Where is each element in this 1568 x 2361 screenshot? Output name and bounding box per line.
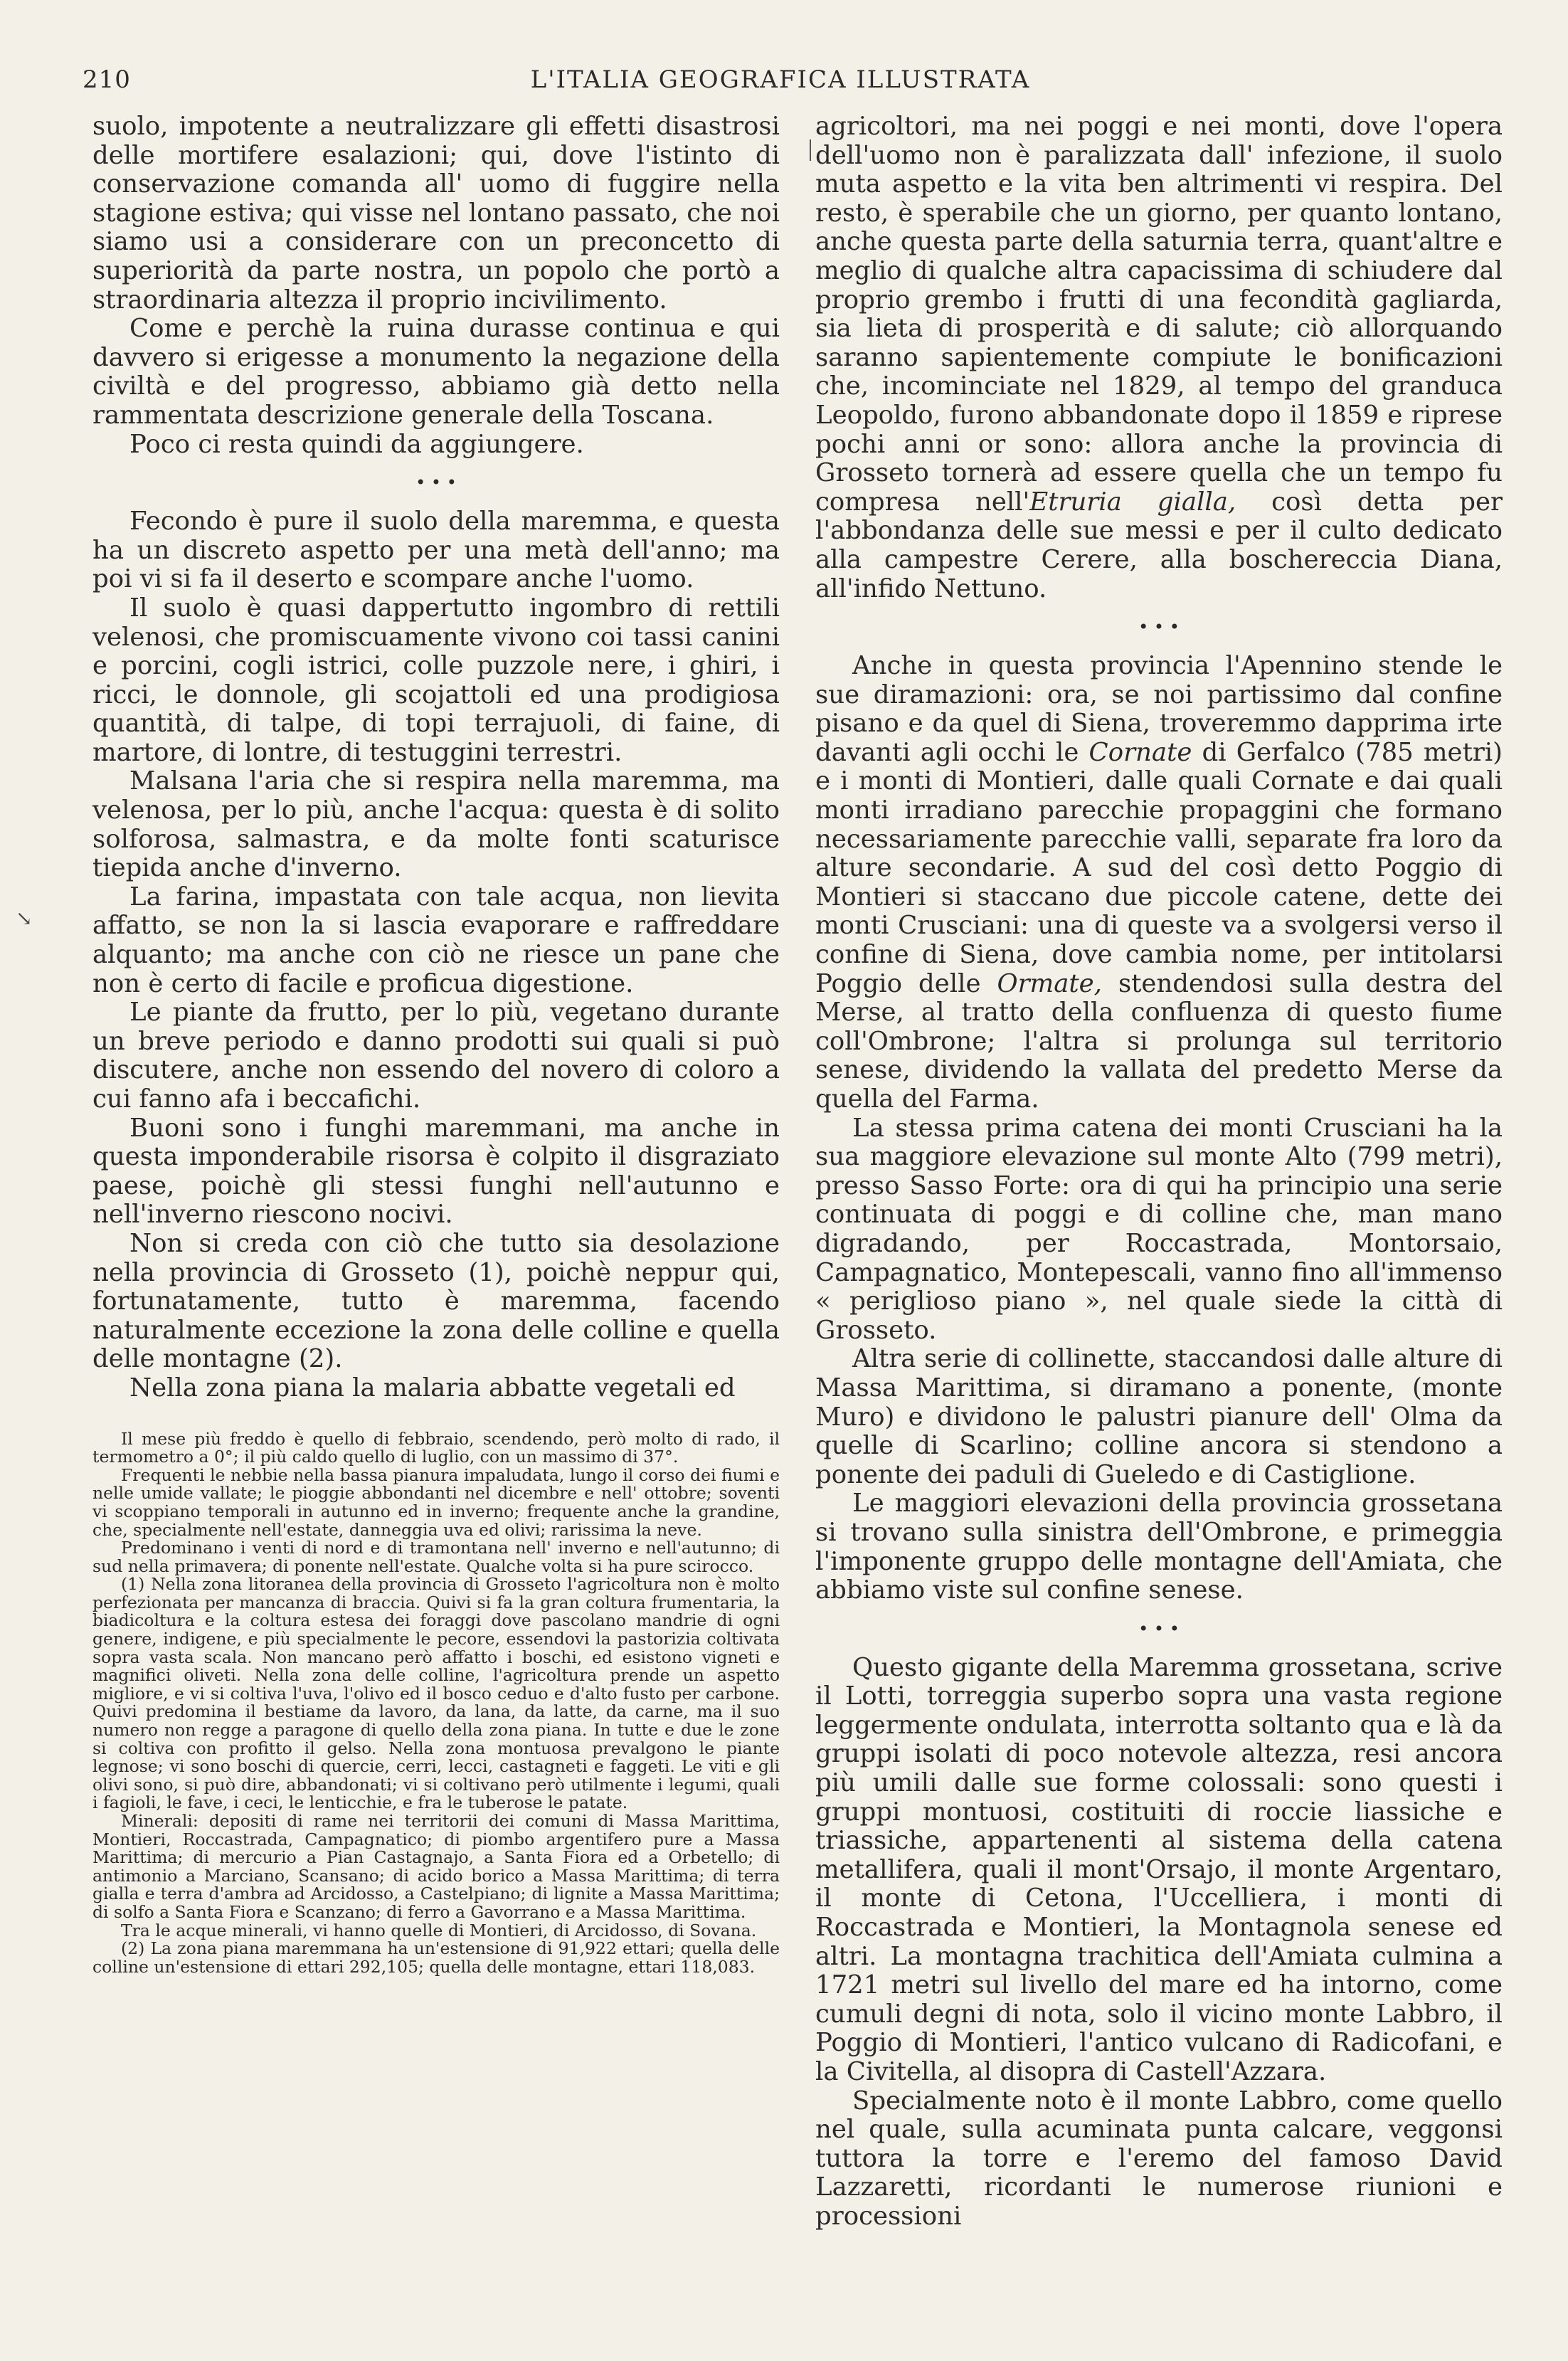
paragraph: La farina, impastata con tale acqua, non lievita affatto, se non la si lascia evaporare e raffreddare alquanto; ma anche con ciò ne riesce un pane che non è certo di facile e proficua digestione.: [92, 882, 780, 998]
paragraph: Poco ci resta quindi da aggiungere.: [129, 429, 584, 459]
page-number: 210: [83, 65, 131, 94]
footnote: Frequenti le nebbie nella bassa pianura impaludata, lungo il corso dei fiumi e nelle umide vallate; le pioggie abbondanti nel dicembre e nell' ottobre; soventi vi scoppiano temporali in autunno ed in inverno; frequente anche la grandine, che, specialmente nell'estate, danneggia uva ed olivi; rarissima la neve.: [92, 1464, 780, 1540]
paragraph: Altra serie di collinette, staccandosi dalle alture di Massa Marittima, si diramano a ponente, (monte Muro) e dividono le palustri pianure dell' Olma da quelle di Scarlino; colline ancora si stendono a ponente dei paduli di Gueledo e di Castiglione.: [815, 1344, 1503, 1489]
section-separator: • • •: [1138, 617, 1180, 638]
paragraph: Questo gigante della Maremma grossetana, scrive il Lotti, torreggia superbo sopra una vasta regione leggermente ondulata, interrotta soltanto qua e là da gruppi isolati di poco notevole altezza, resi ancora più umili dalle sue forme colossali: sono questi i gruppi montuosi, costituiti di roccie liassiche e triassiche, appartenenti al sistema della catena metallifera, quali il mont'Orsajo, il monte Argentaro, il monte di Cetona, l'Uccelliera, i monti di Roccastrada e Montieri, la Montagnola senese ed altri. La montagna trachitica dell'Amiata culmina a 1721 metri sul livello del mare ed ha intorno, come cumuli degni di nota, solo il vicino monte Labbro, il Poggio di Montieri, l'antico vulcano di Radicofani, e la Civitella, al disopra di Castell'Azzara.: [815, 1652, 1503, 2086]
paragraph: agricoltori, ma nei poggi e nei monti, dove l'opera dell'uomo non è paralizzata dall' infezione, il suolo muta aspetto e la vita ben altrimenti vi respira. Del resto, è sperabile che un giorno, per quanto lontano, anche questa parte della saturnia terra, quant'altre e meglio di qualche altra capacissima di schiudere dal proprio grembo i frutti di una fecondità gagliarda, sia lieta di prosperità e di salute; ciò allorquando saranno sapientemente compiute le bonificazioni che, incominciate nel 1829, al tempo del granduca Leopoldo, furono abbandonate dopo il 1859 e riprese pochi anni or sono: allora anche la provincia di Grosseto tornerà ad essere quella che un tempo fu compresa nell'Etruria gialla, così detta per l'abbondanza delle sue messi e per il culto dedicato alla campestre Cerere, alla boschereccia Diana, all'infido Nettuno.: [815, 112, 1503, 603]
paragraph: Le maggiori elevazioni della provincia grossetana si trovano sulla sinistra dell'Ombrone, e primeggia l'imponente gruppo delle montagne dell'Amiata, che abbiamo viste sul confine senese.: [815, 1489, 1503, 1605]
left-column: [92, 112, 780, 1976]
page-header: [83, 65, 1478, 101]
paragraph: Anche in questa provincia l'Apennino stende le sue diramazioni: ora, se noi partissimo dal confine pisano e da quel di Siena, troveremmo dapprima irte davanti agli occhi le Cornate di Gerfalco (785 metri) e i monti di Montieri, dalle quali Cornate e dai quali monti irradiano parecchie propaggini che formano necessariamente parecchie valli, separate fra loro da alture secondarie. A sud del così detto Poggio di Montieri si staccano due piccole catene, dette dei monti Crusciani: una di queste va a svolgersi verso il confine di Siena, dove cambia nome, per intitolarsi Poggio delle Ormate, stendendosi sulla destra del Merse, al tratto della confluenza di questo fiume coll'Ombrone; l'altra si prolunga sul territorio senese, dividendo la vallata del predetto Merse da quella del Farma.: [815, 651, 1503, 1114]
paragraph: Le piante da frutto, per lo più, vegetano durante un breve periodo e danno prodotti sui quali si può discutere, anche non essendo del novero di coloro a cui fanno afa i beccafichi.: [92, 998, 780, 1114]
column-mark: [810, 139, 811, 161]
paragraph: Fecondo è pure il suolo della maremma, e questa ha un discreto aspetto per una metà dell'anno; ma poi vi si fa il deserto e scompare anche l'uomo.: [92, 507, 780, 594]
margin-mark: ↘: [16, 907, 33, 930]
footnote: (1) Nella zona litoranea della provincia di Grosseto l'agricoltura non è molto perfezionata per mancanza di braccia. Quivi si fa la gran coltura frumentaria, la biadicoltura e la coltura estesa dei foraggi dove pascolano mandrie di ogni genere, indigene, e più specialmente le pecore, essendovi la pastorizia coltivata sopra vasta scala. Non mancano però affatto i boschi, ed esistono vigneti e magnifici oliveti. Nella zona delle colline, l'agricoltura prende un aspetto migliore, e vi si coltiva l'uva, l'olivo ed il bosco ceduo e d'alto fusto per carbone. Quivi predomina il bestiame da lavoro, da lana, da latte, da carne, ma il suo numero non regge a paragone di quello della zona piana. In tutte e due le zone si coltiva con profitto il gelso. Nella zona montuosa prevalgono le piante legnose; vi sono boschi di quercie, cerri, lecci, castagneti e faggeti. Le viti e gli olivi sono, si può dire, abbandonati; vi si coltivano però utilmente i legumi, quali i fagioli, le fave, i ceci, le lenticchie, e fra le tuberose le patate.: [92, 1574, 780, 1813]
footnote: Predominano i venti di nord e di tramontana nell' inverno e nell'autunno; di sud nella primavera; di ponente nell'estate. Qualche volta si ha pure scirocco.: [92, 1538, 780, 1576]
paragraph: Buoni sono i funghi maremmani, ma anche in questa imponderabile risorsa è colpito il disgraziato paese, poichè gli stessi funghi nell'autunno e nell'inverno riescono nocivi.: [92, 1113, 780, 1230]
paragraph: Specialmente noto è il monte Labbro, come quello nel quale, sulla acuminata punta calcare, veggonsi tuttora la torre e l'eremo del famoso David Lazzaretti, ricordanti le numerose riunioni e processioni: [815, 2086, 1503, 2231]
footnotes: [92, 1430, 780, 1977]
paragraph: Il suolo è quasi dappertutto ingombro di rettili velenosi, che promiscuamente vivono coi tassi canini e porcini, cogli istrici, colle puzzole nere, i ghiri, i ricci, le donnole, gli scojattoli ed una prodigiosa quantità, di talpe, di topi terrajuoli, di faine, di martore, di lontre, di testuggini terrestri.: [92, 593, 780, 767]
paragraph: Come e perchè la ruina durasse continua e qui davvero si erigesse a monumento la negazione della civiltà e del progresso, abbiamo già detto nella rammentata descrizione generale della Toscana.: [92, 314, 780, 430]
footnote: Minerali: depositi di rame nei territorii dei comuni di Massa Marittima, Montieri, Roccastrada, Campagnatico; di piombo argentifero pure a Massa Marittima; di mercurio a Pian Castagnajo, a Santa Fiora ed a Orbetello; di antimonio a Marciano, Scansano; di acido borico a Massa Marittima; di terra gialla e terra d'ambra ad Arcidosso, a Castelpiano; di lignite a Massa Marittima; di solfo a Santa Fiora e Scanzano; di ferro a Gavorrano e a Massa Marittima.: [92, 1811, 780, 1922]
paragraph: Malsana l'aria che si respira nella maremma, ma velenosa, per lo più, anche l'acqua: questa è di solito solforosa, salmastra, e da molte fonti scaturisce tiepida anche d'inverno.: [92, 766, 780, 883]
right-column: [815, 112, 1503, 2231]
paragraph: Nella zona piana la malaria abbatte vegetali ed: [129, 1373, 736, 1403]
section-separator: • • •: [415, 472, 457, 493]
paragraph: La stessa prima catena dei monti Crusciani ha la sua maggiore elevazione sul monte Alto (799 metri), presso Sasso Forte: ora di qui ha principio una serie continuata di poggi e di colline che, man mano digradando, per Roccastrada, Montorsaio, Campagnatico, Montepescali, vanno fino all'immenso « periglioso piano », nel quale siede la città di Grosseto.: [815, 1113, 1503, 1345]
section-separator: • • •: [1138, 1618, 1180, 1639]
footnote: Tra le acque minerali, vi hanno quelle di Montieri, di Arcidosso, di Sovana.: [121, 1920, 757, 1940]
paragraph: suolo, impotente a neutralizzare gli effetti disastrosi delle mortifere esalazioni; qui, dove l'istinto di conservazione comanda all' uomo di fuggire nella stagione estiva; qui visse nel lontano passato, che noi siamo usi a considerare con un preconcetto di superiorità da parte nostra, un popolo che portò a straordinaria altezza il proprio incivilimento.: [92, 112, 780, 315]
footnote: Il mese più freddo è quello di febbraio, scendendo, però molto di rado, il termometro a 0°; il più caldo quello di luglio, con un massimo di 37°.: [92, 1428, 780, 1467]
footnote: (2) La zona piana maremmana ha un'estensione di 91,922 ettari; quella delle colline un'estensione di ettari 292,105; quella delle montagne, ettari 118,083.: [92, 1938, 780, 1977]
running-title: L'ITALIA GEOGRAFICA ILLUSTRATA: [530, 65, 1031, 94]
paragraph: Non si creda con ciò che tutto sia desolazione nella provincia di Grosseto (1), poichè neppur qui, fortunatamente, tutto è maremma, facendo naturalmente eccezione la zona delle colline e quella delle montagne (2).: [92, 1228, 780, 1374]
